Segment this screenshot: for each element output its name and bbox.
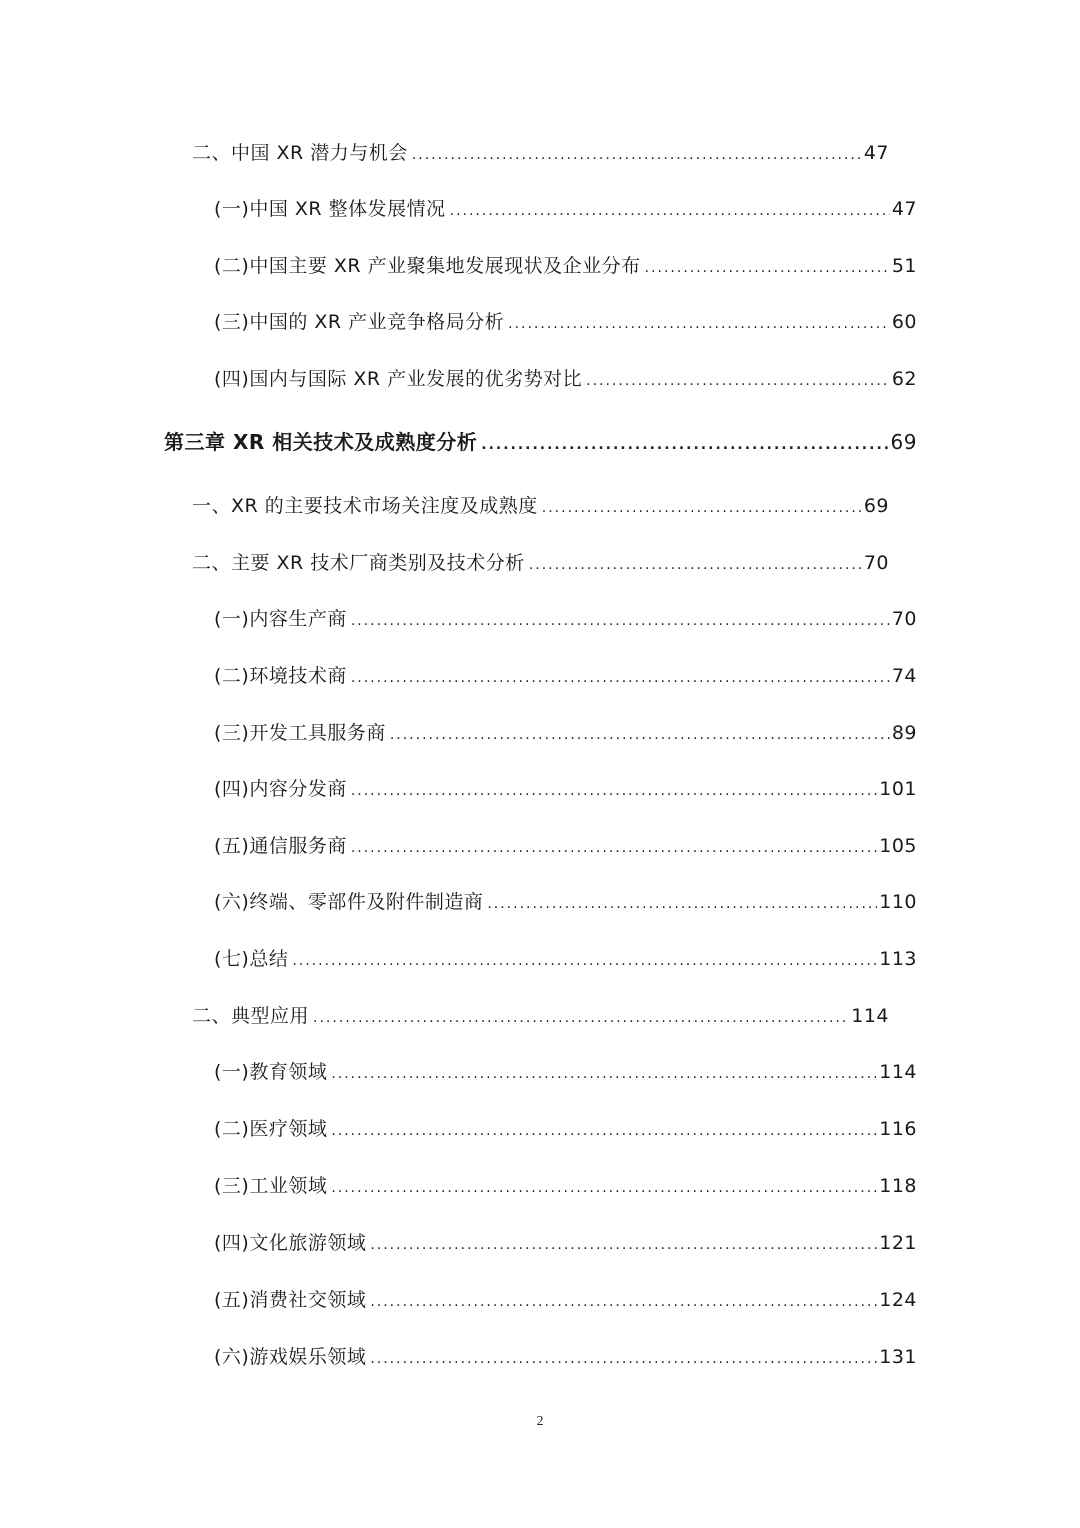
- toc-entry-subsection[interactable]: [214, 663, 917, 691]
- toc-entry-subsection[interactable]: [214, 606, 917, 634]
- dot-leader: [450, 198, 890, 224]
- toc-entry-title: (四)内容分发商: [214, 778, 347, 800]
- toc-entry-page: 113: [879, 948, 917, 970]
- toc-entry-chapter[interactable]: [164, 429, 917, 458]
- toc-entry-page: 74: [891, 665, 917, 687]
- dot-leader: [351, 778, 877, 804]
- toc-entry-title: (一)内容生产商: [214, 608, 347, 630]
- toc-entry-subsection[interactable]: [214, 1116, 917, 1144]
- dot-leader: [292, 948, 877, 974]
- dot-leader: [487, 891, 877, 917]
- toc-entry-title: (三)工业领域: [214, 1175, 328, 1197]
- toc-entry-title: 一、XR 的主要技术市场关注度及成熟度: [192, 495, 538, 517]
- dot-leader: [645, 255, 890, 281]
- toc-entry-page: 114: [879, 1061, 917, 1083]
- toc-entry-title: (二)中国主要 XR 产业聚集地发展现状及企业分布: [214, 255, 641, 277]
- toc-entry-page: 70: [891, 608, 917, 630]
- toc-entry-subsection[interactable]: [214, 366, 917, 394]
- dot-leader: [351, 665, 890, 691]
- dot-leader: [390, 722, 890, 748]
- toc-entry-page: 131: [879, 1346, 917, 1368]
- toc-entry-page: 110: [879, 891, 917, 913]
- toc-entry-subsection[interactable]: [214, 1059, 917, 1087]
- page-number: 2: [536, 1414, 544, 1429]
- toc-entry-page: 124: [879, 1289, 917, 1311]
- toc-entry-page: 47: [863, 142, 889, 164]
- toc-entry-page: 69: [890, 430, 917, 454]
- toc-entry-section[interactable]: [192, 493, 889, 521]
- dot-leader: [412, 142, 862, 168]
- toc-entry-title: (二)医疗领域: [214, 1118, 328, 1140]
- toc-entry-page: 116: [879, 1118, 917, 1140]
- toc-entry-title: 二、典型应用: [192, 1005, 310, 1027]
- toc-entry-subsection[interactable]: [214, 889, 917, 917]
- toc-entry-title: (六)游戏娱乐领域: [214, 1346, 367, 1368]
- toc-entry-section[interactable]: [192, 1003, 889, 1031]
- toc-entry-page: 121: [879, 1232, 917, 1254]
- toc-entry-title: 二、中国 XR 潜力与机会: [192, 142, 408, 164]
- toc-entry-subsection[interactable]: [214, 253, 917, 281]
- toc-entry-subsection[interactable]: [214, 309, 917, 337]
- toc-entry-page: 118: [879, 1175, 917, 1197]
- toc-entry-title: (三)中国的 XR 产业竞争格局分析: [214, 311, 505, 333]
- toc-entry-subsection[interactable]: [214, 720, 917, 748]
- toc-entry-page: 69: [863, 495, 889, 517]
- toc-entry-page: 51: [891, 255, 917, 277]
- dot-leader: [481, 432, 888, 458]
- toc-entry-page: 114: [851, 1005, 889, 1027]
- toc-entry-title: 第三章 XR 相关技术及成熟度分析: [164, 430, 478, 454]
- dot-leader: [370, 1346, 877, 1372]
- toc-entry-page: 101: [879, 778, 917, 800]
- toc-entry-subsection[interactable]: [214, 1344, 917, 1372]
- toc-entry-page: 62: [891, 368, 917, 390]
- dot-leader: [331, 1061, 877, 1087]
- toc-entry-subsection[interactable]: [214, 1173, 917, 1201]
- dot-leader: [331, 1175, 877, 1201]
- dot-leader: [351, 835, 877, 861]
- toc-entry-subsection[interactable]: [214, 1287, 917, 1315]
- dot-leader: [331, 1118, 877, 1144]
- toc-entry-subsection[interactable]: [214, 1230, 917, 1258]
- toc-entry-subsection[interactable]: [214, 833, 917, 861]
- toc-entry-title: (六)终端、零部件及附件制造商: [214, 891, 484, 913]
- toc-entry-title: (五)通信服务商: [214, 835, 347, 857]
- toc-entry-page: 89: [891, 722, 917, 744]
- toc-entry-page: 47: [891, 198, 917, 220]
- toc-entry-title: (三)开发工具服务商: [214, 722, 386, 744]
- dot-leader: [370, 1289, 877, 1315]
- toc-entry-subsection[interactable]: [214, 946, 917, 974]
- toc-entry-section[interactable]: [192, 550, 889, 578]
- dot-leader: [508, 311, 890, 337]
- dot-leader: [370, 1232, 877, 1258]
- dot-leader: [313, 1005, 849, 1031]
- toc-entry-title: (四)文化旅游领域: [214, 1232, 367, 1254]
- toc-entry-title: (一)中国 XR 整体发展情况: [214, 198, 446, 220]
- toc-entry-subsection[interactable]: [214, 196, 917, 224]
- toc-entry-page: 70: [863, 552, 889, 574]
- toc-entry-page: 60: [891, 311, 917, 333]
- toc-entry-title: 二、主要 XR 技术厂商类别及技术分析: [192, 552, 525, 574]
- toc-entry-page: 105: [879, 835, 917, 857]
- dot-leader: [586, 368, 890, 394]
- toc-entry-section[interactable]: [192, 140, 889, 168]
- toc-entry-title: (四)国内与国际 XR 产业发展的优劣势对比: [214, 368, 583, 390]
- toc-entry-subsection[interactable]: [214, 776, 917, 804]
- toc-entry-title: (一)教育领域: [214, 1061, 328, 1083]
- dot-leader: [542, 495, 862, 521]
- toc-entry-title: (五)消费社交领域: [214, 1289, 367, 1311]
- dot-leader: [351, 608, 890, 634]
- toc-entry-title: (七)总结: [214, 948, 289, 970]
- dot-leader: [529, 552, 862, 578]
- toc-entry-title: (二)环境技术商: [214, 665, 347, 687]
